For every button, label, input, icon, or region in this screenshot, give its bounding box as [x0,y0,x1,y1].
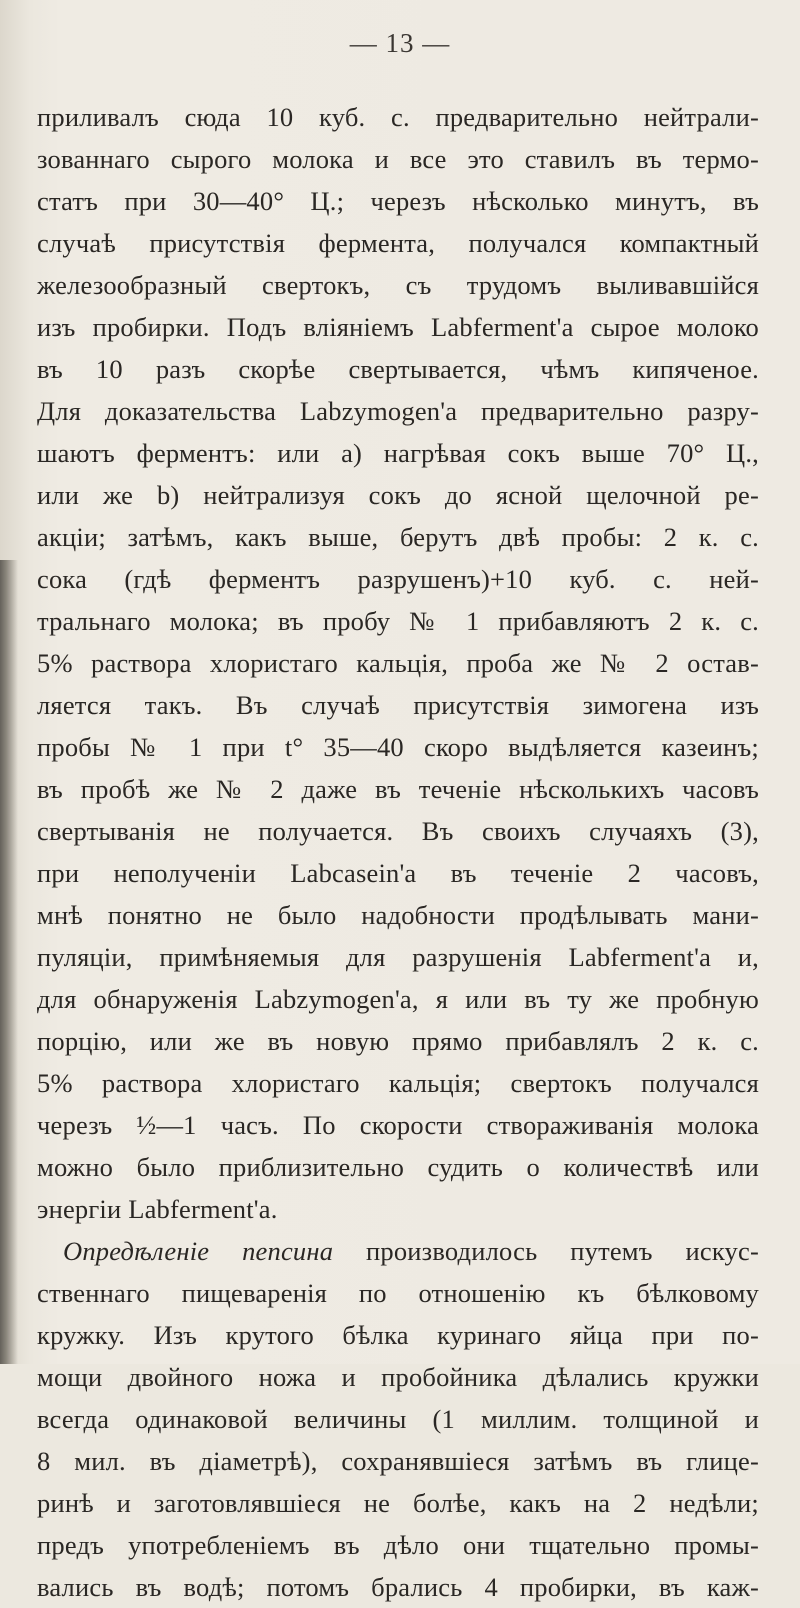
text-line: тральнаго молока; въ пробу № 1 прибавляютъ 2 к. с. [37,606,759,636]
text-line: мнѣ понятно не было надобности продѣлывать мани- [37,900,759,930]
body-text [37,96,759,1608]
text-line: акціи; затѣмъ, какъ выше, берутъ двѣ пробы: 2 к. с. [37,522,759,552]
text-line: шаютъ ферментъ: или а) нагрѣвая сокъ выше 70° Ц., [37,438,759,468]
page-number: — 13 — [349,28,451,58]
text-line: мощи двойного ножа и пробойника дѣлались кружки [37,1362,759,1392]
text-line: ляется такъ. Въ случаѣ присутствія зимогена изъ [37,690,759,720]
binding-shadow [0,560,18,1364]
text-line: случаѣ присутствія фермента, получался компактный [37,228,759,258]
text-line: приливалъ сюда 10 куб. с. предварительно нейтрали- [37,102,759,132]
text-line: въ 10 разъ скорѣе свертывается, чѣмъ кипяченое. [37,354,759,384]
italic-heading: Опредѣленіе пепсина [63,1236,334,1266]
text-line: пуляціи, примѣняемыя для разрушенія Labferment'а и, [37,942,759,972]
text-line: порцію, или же въ новую прямо прибавлялъ 2 к. с. [37,1026,759,1056]
text-line: при неполученіи Labcasein'а въ теченіе 2 часовъ, [37,858,759,888]
text-line: железообразный свертокъ, съ трудомъ выливавшійся [37,270,759,300]
text-line: изъ пробирки. Подъ вліяніемъ Labferment'а сырое молоко [37,312,759,342]
text-line: Для доказательства Labzymogen'а предварительно разру- [37,396,759,426]
text-line: черезъ ½—1 часъ. По скорости створаживанія молока [37,1110,759,1140]
text-line: предъ употребленіемъ въ дѣло они тщательно промы- [37,1530,759,1560]
text-line: ринѣ и заготовлявшіеся не болѣе, какъ на 2 недѣли; [37,1488,759,1518]
text-line: въ пробѣ же № 2 даже въ теченіе нѣсколькихъ часовъ [37,774,759,804]
text-line: всегда одинаковой величины (1 миллим. толщиной и [37,1404,759,1434]
text-line: 8 мил. въ діаметрѣ), сохранявшіеся затѣмъ въ глице- [37,1446,759,1476]
text-line: вались въ водѣ; потомъ брались 4 пробирки, въ каж- [37,1572,759,1602]
text-line: кружку. Изъ крутого бѣлка куринаго яйца при по- [37,1320,759,1350]
text-line: 5% раствора хлористаго кальція, проба же № 2 остав- [37,648,759,678]
text-line: ственнаго пищеваренія по отношенію къ бѣлковому [37,1278,759,1308]
text-line: свертыванія не получается. Въ своихъ случаяхъ (3), [37,816,759,846]
text-line: пробы № 1 при t° 35—40 скоро выдѣляется казеинъ; [37,732,759,762]
text-run: производилось путемъ искус- [333,1236,759,1266]
text-line: энергіи Labferment'а. [37,1194,278,1224]
text-line: зованнаго сырого молока и все это ставилъ въ термо- [37,144,759,174]
paragraph-first-line [37,1230,759,1272]
text-line: статъ при 30—40° Ц.; черезъ нѣсколько минутъ, въ [37,186,759,216]
text-line: 5% раствора хлористаго кальція; свертокъ получался [37,1068,759,1098]
text-line: для обнаруженія Labzymogen'а, я или въ ту же пробную [37,984,759,1014]
text-line: сока (гдѣ ферментъ разрушенъ)+10 куб. с. ней- [37,564,759,594]
text-line: можно было приблизительно судить о количествѣ или [37,1152,759,1182]
text-line: или же b) нейтрализуя сокъ до ясной щелочной ре- [37,480,759,510]
